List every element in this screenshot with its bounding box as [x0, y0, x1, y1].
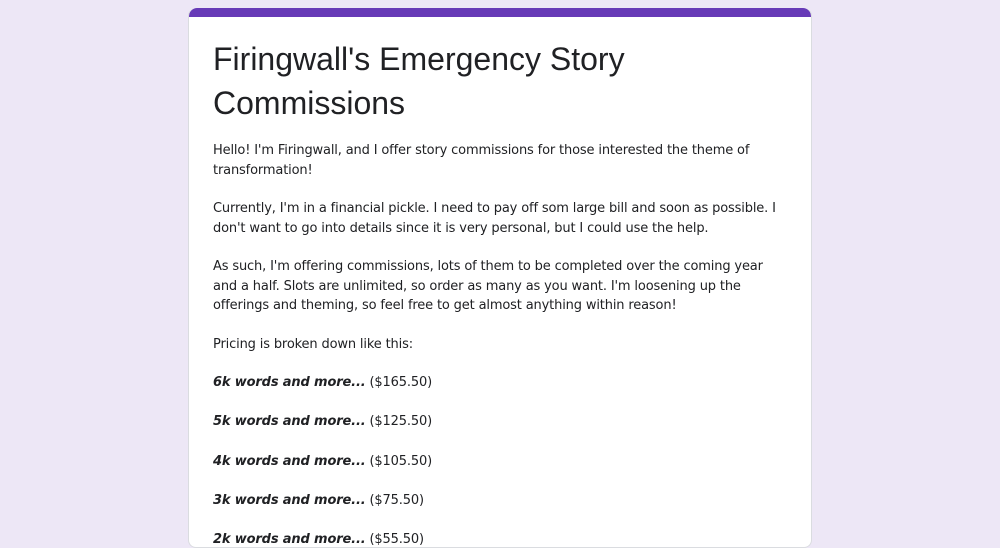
description-paragraph-intro: Hello! I'm Firingwall, and I offer story commissions for those interested the theme of transformation!: [213, 143, 750, 178]
description-paragraph-offer: As such, I'm offering commissions, lots of them to be completed over the coming year and a half. Slots are unlimited, so order as many as you want. I'm loosening up the offerings and theming, so feel free to get almost anything within reason!: [213, 259, 763, 313]
pricing-item: [213, 491, 787, 511]
pricing-price: ($75.50): [369, 492, 424, 508]
form-description-area: [189, 17, 811, 548]
pricing-tier: 6k words and more...: [213, 375, 366, 390]
pricing-item: [213, 373, 787, 393]
pricing-price: ($165.50): [369, 375, 433, 390]
pricing-price: ($125.50): [369, 414, 433, 430]
pricing-tier: 5k words and more...: [213, 414, 366, 430]
pricing-item: [213, 452, 787, 472]
description-paragraph-situation: Currently, I'm in a financial pickle. I need to pay off som large bill and soon as possible. I don't want to go into details since it is very personal, but I could use the help.: [213, 201, 776, 236]
pricing-tier: 4k words and more...: [213, 453, 366, 469]
pricing-item: [213, 412, 787, 432]
pricing-price: ($105.50): [369, 453, 433, 469]
pricing-tier: 3k words and more...: [213, 492, 366, 508]
pricing-price: ($55.50): [369, 532, 424, 548]
description-paragraph-pricing-intro: Pricing is broken down like this:: [213, 336, 413, 352]
form-header-card: [188, 8, 812, 548]
pricing-tier: 2k words and more...: [213, 532, 366, 548]
form-title: Firingwall's Emergency Story Commissions: [213, 41, 625, 121]
pricing-item: [213, 530, 787, 548]
theme-accent-bar: [189, 8, 811, 17]
